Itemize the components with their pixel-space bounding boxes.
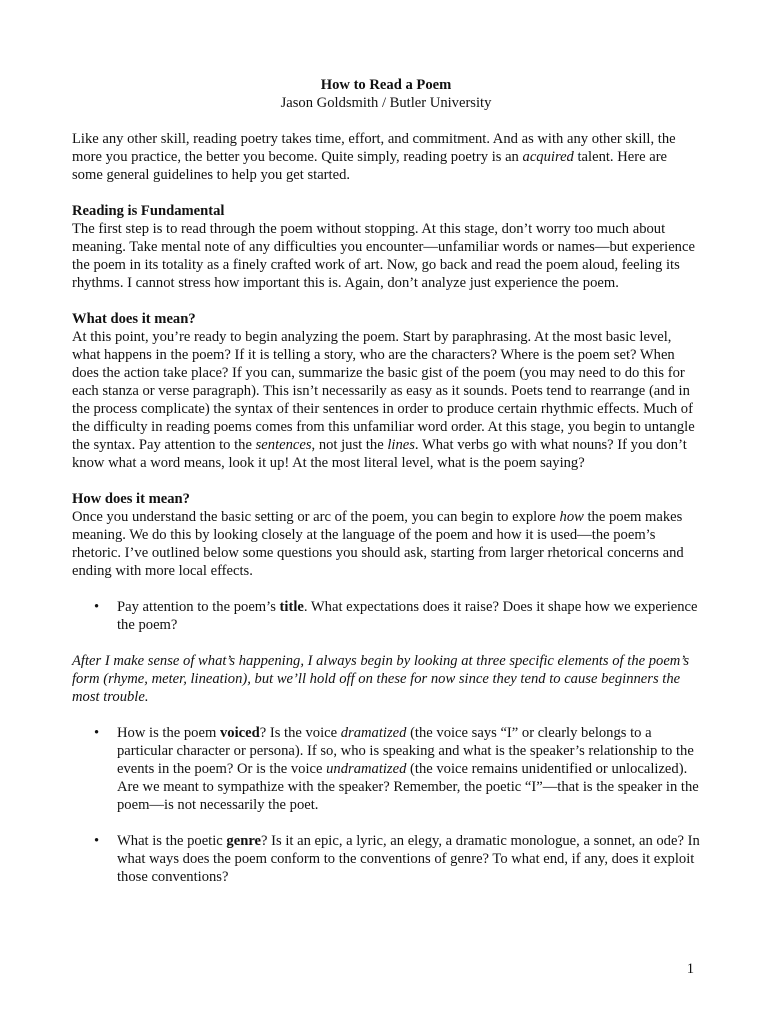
title-block xyxy=(72,76,700,112)
bullet-genre-text-a: What is the poetic xyxy=(117,833,227,849)
section-body-fundamental: The first step is to read through the poem without stopping. At this stage, don’t worry too much about meaning. Take mental note of any difficulties you encounter—unfamiliar words or names—but experience the poem in its totality as a finely crafted work of art. Now, go back and read the poem aloud, feeling its rhythms. I cannot stress how important this is. Again, don’t analyze just experience the poem. xyxy=(72,221,695,291)
intro-text-b: talent. Here are some general guidelines to help you get started. xyxy=(72,149,668,183)
bullet-item-genre xyxy=(72,832,700,886)
bullet-voice-text-b: ? Is the voice xyxy=(259,725,341,741)
document-page xyxy=(72,76,700,904)
italic-note: After I make sense of what’s happening, I always begin by looking at three specific elements of the poem’s form (rhyme, meter, lineation), but we’ll hold off on these for now since they tend to cause beginners the most trouble. xyxy=(72,653,690,705)
bullet-voice-emphasis-dramatized: dramatized xyxy=(340,725,407,741)
section-what-text-a: At this point, you’re ready to begin analyzing the poem. Start by paraphrasing. At the most basic level, what happens in the poem? If it is telling a story, who are the characters? Where is the poem set? When does the action take place? If you can, summarize the basic gist of the poem (you may need to do this for each stanza or verse paragraph). This isn’t necessarily as easy as it sounds. Poets tend to rearrange (and in the process complicate) the syntax of their sentences in order to produce certain rhythmic effects. Much of the difficulty in reading poems comes from this unfamiliar word order. At this stage, you begin to untangle the syntax. Pay attention to the xyxy=(72,329,695,453)
bullet-title-strong: title xyxy=(279,599,304,615)
section-what-text-c: . What verbs go with what nouns? If you don’t know what a word means, look it up! At the most literal level, what is the poem saying? xyxy=(72,437,687,471)
bullet-voice-text-d: (the voice remains unidentified or unlocalized). Are we meant to sympathize with the speaker? Remember, the poetic “I”—that is the speaker in the poem—is not necessarily the poet. xyxy=(117,761,699,813)
bullet-voice-emphasis-undramatized: undramatized xyxy=(326,761,407,777)
section-what xyxy=(72,310,700,472)
bullet-genre-strong: genre xyxy=(226,833,262,849)
bullet-voice-text-a: How is the poem xyxy=(117,725,220,741)
bullet-voice-text-c: (the voice says “I” or clearly belongs to a particular character or persona). If so, who is speaking and what is the speaker’s relationship to the events in the poem? Or is the voice xyxy=(117,725,694,777)
page-number: 1 xyxy=(686,961,694,977)
section-what-emphasis-sentences: sentences xyxy=(255,437,312,453)
section-how-emphasis: how xyxy=(559,509,584,525)
section-heading-what: What does it mean? xyxy=(72,311,196,327)
bullet-item-title xyxy=(72,598,700,634)
section-how-text-a: Once you understand the basic setting or arc of the poem, you can begin to explore xyxy=(72,509,560,525)
section-heading-fundamental: Reading is Fundamental xyxy=(72,203,225,219)
author-line: Jason Goldsmith / Butler University xyxy=(280,95,492,111)
bullet-list-form xyxy=(72,724,700,886)
section-how-text-b: the poem makes meaning. We do this by looking closely at the language of the poem and how it is used—the poem’s rhetoric. I’ve outlined below some questions you should ask, starting from larger rhetorical concerns and ending with more local effects. xyxy=(72,509,684,579)
bullet-dot-icon: • xyxy=(94,833,100,849)
bullet-voice-strong: voiced xyxy=(219,725,260,741)
section-fundamental xyxy=(72,202,700,292)
section-what-text-b: , not just the xyxy=(311,437,388,453)
intro-text-a: Like any other skill, reading poetry takes time, effort, and commitment. And as with any other skill, the more you practice, the better you become. Quite simply, reading poetry is an xyxy=(72,131,676,165)
bullet-item-voice xyxy=(72,724,700,814)
document-title: How to Read a Poem xyxy=(320,77,452,93)
bullet-list-title xyxy=(72,598,700,634)
bullet-genre-text-b: ? Is it an epic, a lyric, an elegy, a dramatic monologue, a sonnet, an ode? In what ways does the poem conform to the conventions of genre? To what end, if any, does it exploit those conventions? xyxy=(117,833,700,885)
section-how xyxy=(72,490,700,580)
section-heading-how: How does it mean? xyxy=(72,491,190,507)
bullet-title-text-a: Pay attention to the poem’s xyxy=(117,599,280,615)
intro-paragraph xyxy=(72,130,700,184)
intro-emphasis: acquired xyxy=(522,149,574,165)
bullet-title-text-b: . What expectations does it raise? Does it shape how we experience the poem? xyxy=(117,599,698,633)
bullet-dot-icon: • xyxy=(94,599,100,615)
section-what-emphasis-lines: lines xyxy=(387,437,415,453)
bullet-dot-icon: • xyxy=(94,725,100,741)
